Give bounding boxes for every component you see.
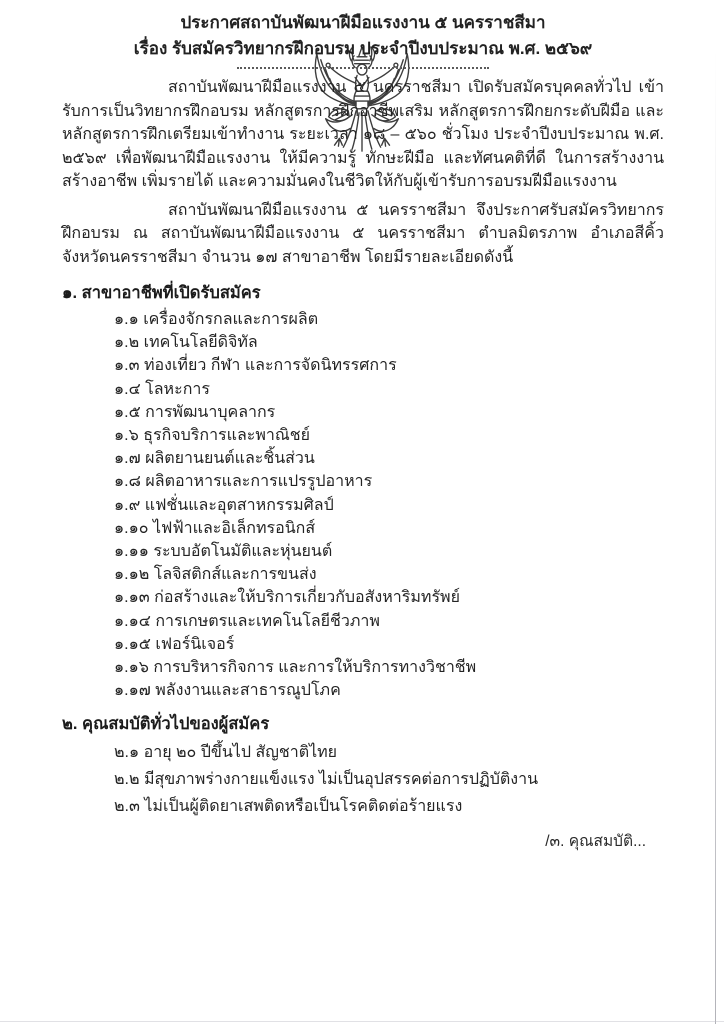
occupation-item: ๑.๑๓ ก่อสร้างและให้บริการเกี่ยวกับอสังหาริมทรัพย์	[114, 589, 460, 607]
occupation-item: ๑.๔ โลหะการ	[114, 380, 210, 398]
occupation-item: ๑.๖ ธุรกิจบริการและพาณิชย์	[114, 427, 310, 445]
page-edge-right	[715, 50, 716, 1024]
announcement-paragraph: สถาบันพัฒนาฝีมือแรงงาน ๕ นครราชสีมา จึงประกาศรับสมัครวิทยากรฝึกอบรม ณ สถาบันพัฒนาฝีมือแรงงาน ๕ นครราชสีมา ตำบลมิตรภาพ อำเภอสีคิ้ว จังหวัดนครราชสีมา จำนวน ๑๗ สาขาอาชีพ โดยมีรายละเอียดดังนี้	[62, 201, 664, 266]
qualification-item: ๒.๓ ไม่เป็นผู้ติดยาเสพติดหรือเป็นโรคติดต่อร้ายแรง	[114, 798, 463, 816]
occupation-item: ๑.๒ เทคโนโลยีดิจิทัล	[114, 334, 258, 352]
occupation-item: ๑.๑๔ การเกษตรและเทคโนโลยีชีวภาพ	[114, 612, 380, 630]
page-edge-bottom	[0, 1021, 724, 1022]
dotted-separator	[237, 67, 489, 69]
occupation-item: ๑.๑๒ โลจิสติกส์และการขนส่ง	[114, 566, 317, 584]
occupation-item: ๑.๑๐ ไฟฟ้าและอิเล็กทรอนิกส์	[114, 519, 316, 537]
section-1-heading: ๑. สาขาอาชีพที่เปิดรับสมัคร	[62, 284, 261, 302]
occupation-item: ๑.๗ ผลิตยานยนต์และชิ้นส่วน	[114, 450, 315, 468]
occupation-item: ๑.๙ แฟชั่นและอุตสาหกรรมศิลป์	[114, 496, 334, 514]
occupation-item: ๑.๑๖ การบริหารกิจการ และการให้บริการทางวิชาชีพ	[114, 659, 477, 677]
announcement-subject: เรื่อง รับสมัครวิทยากรฝึกอบรม ประจำปีงบประมาณ พ.ศ. ๒๕๖๙	[133, 39, 593, 58]
occupation-list	[62, 308, 664, 702]
qualification-item: ๒.๑ อายุ ๒๐ ปีขึ้นไป สัญชาติไทย	[114, 744, 338, 762]
occupation-item: ๑.๘ ผลิตอาหารและการแปรรูปอาหาร	[114, 473, 373, 491]
document-content	[62, 0, 664, 853]
section-2-heading: ๒. คุณสมบัติทั่วไปของผู้สมัคร	[62, 715, 270, 734]
announcement-title: ประกาศสถาบันพัฒนาฝีมือแรงงาน ๕ นครราชสีมา	[180, 13, 546, 32]
occupation-item: ๑.๑๑ ระบบอัตโนมัติและหุ่นยนต์	[114, 543, 333, 561]
occupation-item: ๑.๑ เครื่องจักรกลและการผลิต	[114, 311, 319, 328]
occupation-item: ๑.๓ ท่องเที่ยว กีฬา และการจัดนิทรรศการ	[114, 357, 397, 375]
page-continuation-marker: /๓. คุณสมบัติ...	[545, 833, 646, 851]
occupation-item: ๑.๕ การพัฒนาบุคลากร	[114, 403, 276, 421]
qualification-list	[62, 739, 664, 820]
occupation-item: ๑.๑๗ พลังงานและสาธารณูปโภค	[114, 682, 341, 700]
intro-paragraph: สถาบันพัฒนาฝีมือแรงงาน ๕ นครราชสีมา เปิดรับสมัครบุคคลทั่วไป เข้ารับการเป็นวิทยากรฝึกอบรม หลักสูตรการฝึกอาชีพเสริม หลักสูตรการฝึกยกระดับฝีมือ และหลักสูตรการฝึกเตรียมเข้าทำงาน ระยะเวลา ๑๘ – ๕๖๐ ชั่วโมง ประจำปีงบประมาณ พ.ศ. ๒๕๖๙ เพื่อพัฒนาฝีมือแรงงาน ให้มีความรู้ ทักษะฝีมือ และทัศนคติที่ดี ในการสร้างงาน สร้างอาชีพ เพิ่มรายได้ และความมั่นคงในชีวิตให้กับผู้เข้ารับการอบรมฝีมือแรงงาน	[62, 79, 664, 190]
occupation-item: ๑.๑๕ เฟอร์นิเจอร์	[114, 635, 235, 653]
qualification-item: ๒.๒ มีสุขภาพร่างกายแข็งแรง ไม่เป็นอุปสรรคต่อการปฏิบัติงาน	[114, 771, 538, 789]
